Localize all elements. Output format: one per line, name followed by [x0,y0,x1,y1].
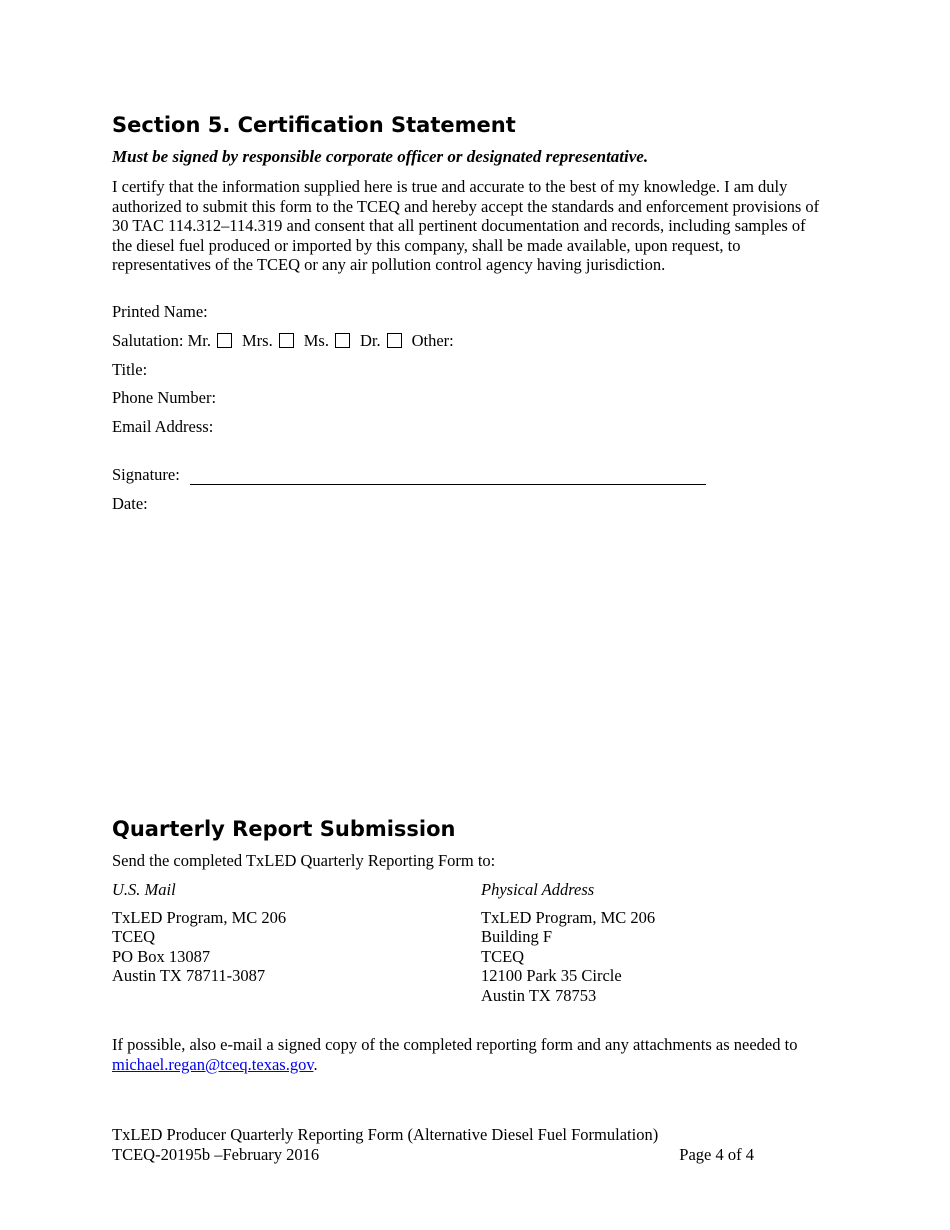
email-link[interactable]: michael.regan@tceq.texas.gov [112,1054,314,1074]
submission-intro: Send the completed TxLED Quarterly Reporting Form to: [112,851,496,870]
salutation-other-label: Other: [411,331,454,350]
us-mail-line: TxLED Program, MC 206 [112,907,287,927]
footer-line-2 [112,1145,754,1165]
salutation-mrs-label: Mrs. [242,331,273,350]
salutation-option-mrs [242,331,304,351]
date-field[interactable] [112,494,148,514]
certification-statement: I certify that the information supplied here is true and accurate to the best of my knowledge. I am duly authorized to submit this form to the TCEQ and hereby accept the standards and enforcement provisions of 30 TAC 114.312–114.319 and consent that all pertinent documentation and records, including samples of the diesel fuel produced or imported by this company, shall be made available, upon request, to representatives of the TCEQ or any air pollution control agency having jurisdiction. [112,177,820,274]
email-instructions-end: . [313,1054,318,1074]
physical-address-line: TCEQ [481,946,525,966]
salutation-option-mr [188,331,242,351]
salutation-label: Salutation: [112,331,184,350]
salutation-dr-checkbox[interactable] [387,333,402,348]
physical-address-label: Physical Address [481,880,595,899]
us-mail-line: Austin TX 78711-3087 [112,966,266,985]
title-field[interactable] [112,360,147,380]
phone-number-label: Phone Number: [112,388,217,407]
email-address-field[interactable] [112,417,213,437]
section-5-subtitle: Must be signed by responsible corporate officer or designated representative. [112,147,649,166]
us-mail-line: TCEQ [112,927,156,946]
salutation-field [112,331,454,351]
email-instructions [112,1035,824,1074]
footer-page-number: Page 4 of 4 [679,1144,754,1164]
salutation-ms-label: Ms. [303,331,329,350]
us-mail-address [112,880,286,986]
salutation-ms-checkbox[interactable] [335,333,350,348]
us-mail-line: PO Box 13087 [112,946,211,966]
footer-form-number: TCEQ-20195b –February 2016 [112,1144,320,1164]
physical-address-line: Austin TX 78753 [481,985,597,1005]
printed-name-label: Printed Name: [112,302,208,321]
salutation-mrs-checkbox[interactable] [279,333,294,348]
salutation-mr-label: Mr. [187,331,212,350]
salutation-dr-label: Dr. [359,331,381,350]
physical-address-line: Building F [481,927,553,946]
submission-title: Quarterly Report Submission [112,817,456,841]
us-mail-label: U.S. Mail [112,880,176,899]
page-footer [112,1125,754,1164]
email-address-label: Email Address: [112,417,214,436]
signature-line[interactable] [190,470,706,485]
physical-address [481,880,655,1005]
physical-address-line: 12100 Park 35 Circle [481,966,622,985]
section-5-title: Section 5. Certification Statement [112,113,516,137]
email-instructions-text: If possible, also e-mail a signed copy of the completed reporting form and any attachments as needed to [112,1035,798,1054]
salutation-option-ms [304,331,360,351]
date-label: Date: [112,494,148,513]
footer-form-name: TxLED Producer Quarterly Reporting Form (Alternative Diesel Fuel Formulation) [112,1125,659,1144]
signature-label: Signature: [112,465,180,484]
physical-address-line: TxLED Program, MC 206 [481,907,656,927]
signature-field [112,465,706,485]
salutation-option-dr [360,331,412,351]
title-label: Title: [112,360,148,379]
phone-number-field[interactable] [112,388,216,408]
salutation-mr-checkbox[interactable] [217,333,232,348]
printed-name-field[interactable] [112,302,208,322]
